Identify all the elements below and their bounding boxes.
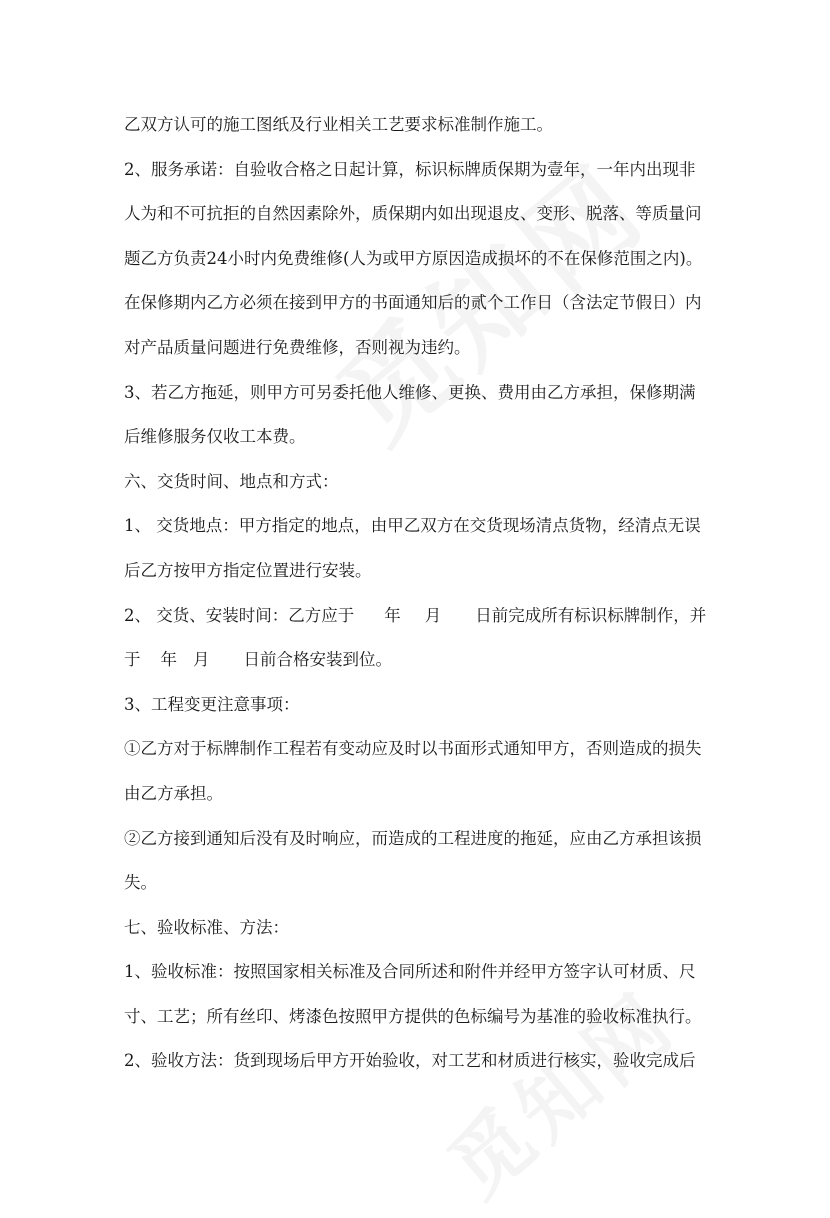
paragraph-line: 1、验收标准：按照国家相关标准及合同所述和附件并经甲方签字认可材质、尺: [124, 962, 696, 982]
delivery-time-suffix: 日前完成所有标识标牌制作，并: [475, 605, 707, 625]
delivery-time-line: [124, 594, 714, 639]
delivery-time-prefix: 2、 交货、安装时间：乙方应于: [124, 605, 355, 625]
section-heading: 六、交货时间、地点和方式：: [124, 471, 339, 491]
paragraph-line: 3、工程变更注意事项：: [124, 694, 300, 714]
paragraph-line: 2、验收方法：货到现场后甲方开始验收，对工艺和材质进行核实，验收完成后: [124, 1051, 696, 1071]
delivery-year-label: 年: [384, 605, 401, 625]
paragraph-line: 由乙方承担。: [124, 783, 223, 803]
install-month-label: 月: [193, 650, 210, 670]
install-year-label: 年: [160, 650, 177, 670]
paragraph-line: 在保修期内乙方必须在接到甲方的书面通知后的贰个工作日（含法定节假日）内: [124, 293, 702, 313]
paragraph-line: 1、 交货地点：甲方指定的地点，由甲乙双方在交货现场清点货物，经清点无误: [124, 516, 701, 536]
paragraph-line: 后维修服务仅收工本费。: [124, 427, 306, 447]
paragraph-line: ①乙方对于标牌制作工程若有变动应及时以书面形式通知甲方，否则造成的损失: [124, 739, 702, 759]
paragraph-line: 人为和不可抗拒的自然因素除外，质保期内如出现退皮、变形、脱落、等质量问: [124, 204, 702, 224]
paragraph-line: 寸、工艺；所有丝印、烤漆色按照甲方提供的色标编号为基准的验收标准执行。: [124, 1006, 702, 1026]
document-body: [124, 103, 714, 1084]
install-suffix: 日前合格安装到位。: [243, 650, 392, 670]
section-heading: 七、验收标准、方法：: [124, 917, 289, 937]
install-line: [124, 638, 714, 683]
paragraph-line: 乙双方认可的施工图纸及行业相关工艺要求标准制作施工。: [124, 115, 553, 134]
paragraph-line: 失。: [124, 873, 157, 893]
paragraph-line: 对产品质量问题进行免费维修，否则视为违约。: [124, 337, 471, 357]
paragraph-line: 3、若乙方拖延，则甲方可另委托他人维修、更换、费用由乙方承担，保修期满: [124, 382, 696, 402]
paragraph-line: 2、服务承诺：自验收合格之日起计算，标识标牌质保期为壹年，一年内出现非: [124, 159, 696, 179]
paragraph-line: 后乙方按甲方指定位置进行安装。: [124, 560, 372, 580]
delivery-month-label: 月: [424, 605, 442, 625]
paragraph-line: 题乙方负责24小时内免费维修(人为或甲方原因造成损坏的不在保修范围之内)。: [124, 248, 703, 268]
paragraph-line: ②乙方接到通知后没有及时响应，而造成的工程进度的拖延，应由乙方承担该损: [124, 828, 702, 848]
install-prefix: 于: [124, 650, 141, 670]
